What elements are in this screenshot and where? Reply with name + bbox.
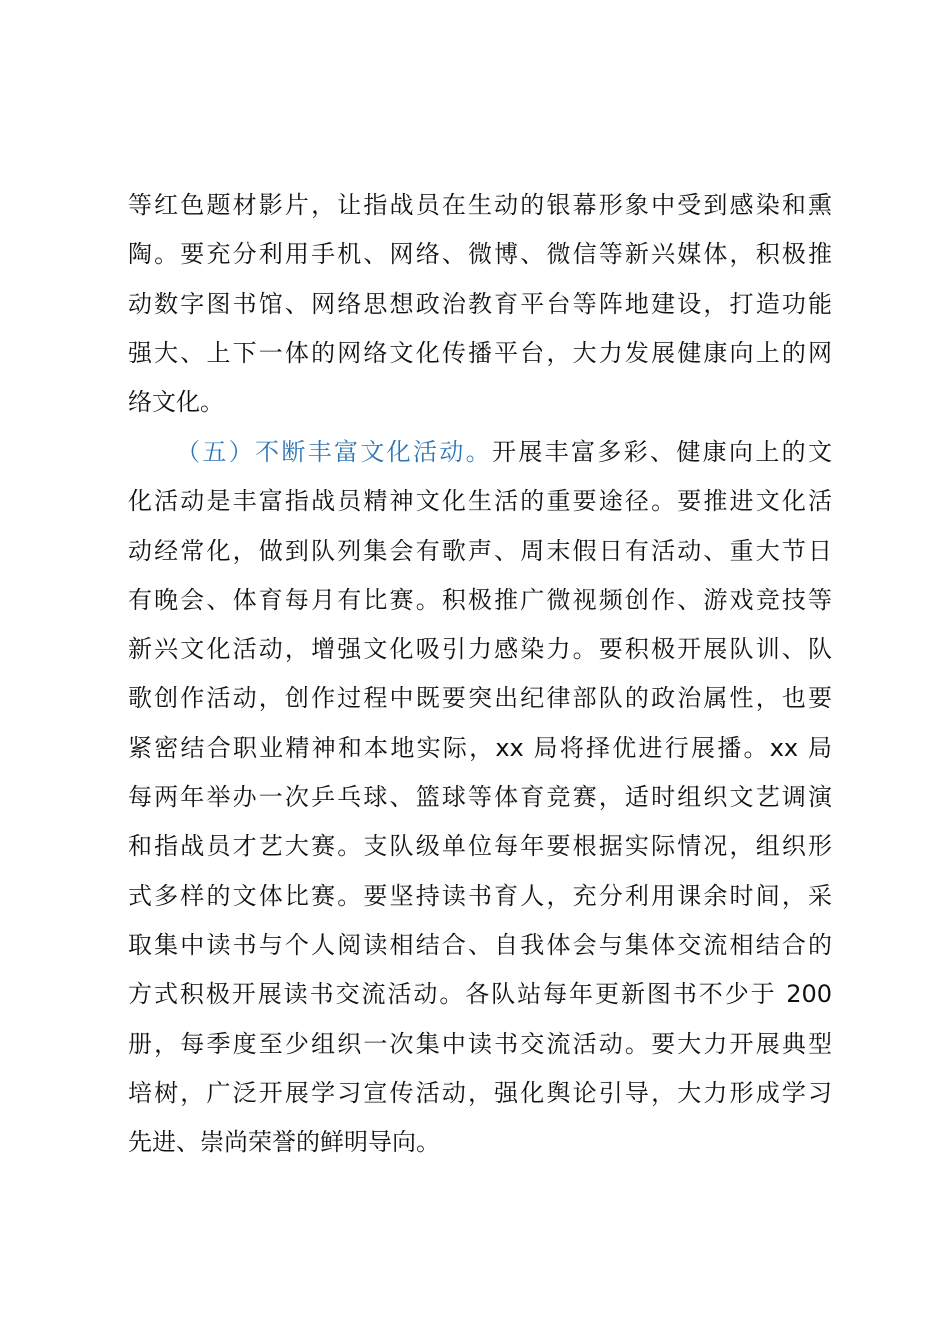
paragraph-line: 先进、崇尚荣誉的鲜明导向。 <box>128 1128 440 1157</box>
paragraph-line: 册，每季度至少组织一次集中读书交流活动。要大力开展典型 <box>128 1029 832 1058</box>
paragraph-line: 络文化。 <box>128 388 224 417</box>
paragraph-line: 歌创作活动，创作过程中既要突出纪律部队的政治属性，也要 <box>128 684 832 713</box>
paragraph-line: 等红色题材影片，让指战员在生动的银幕形象中受到感染和熏 <box>128 191 832 219</box>
paragraph-red-films <box>128 181 832 427</box>
paragraph-first-line <box>128 428 832 477</box>
first-line-text: 开展丰富多彩、健康向上的文 <box>492 438 832 466</box>
paragraph-line: 方式积极开展读书交流活动。各队站每年更新图书不少于 200 <box>128 980 832 1009</box>
paragraph-line: 新兴文化活动，增强文化吸引力感染力。要积极开展队训、队 <box>128 635 832 664</box>
section-heading: （五）不断丰富文化活动。 <box>176 438 492 466</box>
paragraph-line: 陶。要充分利用手机、网络、微博、微信等新兴媒体，积极推 <box>128 240 832 269</box>
paragraph-line: 化活动是丰富指战员精神文化生活的重要途径。要推进文化活 <box>128 487 832 516</box>
paragraph-line: 强大、上下一体的网络文化传播平台，大力发展健康向上的网 <box>128 338 832 367</box>
paragraph-line: 培树，广泛开展学习宣传活动，强化舆论引导，大力形成学习 <box>128 1078 832 1107</box>
paragraph-line: 动经常化，做到队列集会有歌声、周末假日有活动、重大节日 <box>128 536 832 565</box>
paragraph-line: 有晚会、体育每月有比赛。积极推广微视频创作、游戏竞技等 <box>128 585 832 614</box>
paragraph-cultural-activities <box>128 428 832 1167</box>
paragraph-line: 式多样的文体比赛。要坚持读书育人，充分利用课余时间，采 <box>128 881 832 910</box>
paragraph-line: 每两年举办一次乒乓球、篮球等体育竞赛，适时组织文艺调演 <box>128 783 832 812</box>
paragraph-line: 紧密结合职业精神和本地实际，xx 局将择优进行展播。xx 局 <box>128 733 832 762</box>
paragraph-line: 动数字图书馆、网络思想政治教育平台等阵地建设，打造功能 <box>128 289 832 318</box>
paragraph-line: 取集中读书与个人阅读相结合、自我体会与集体交流相结合的 <box>128 930 832 959</box>
paragraph-line: 和指战员才艺大赛。支队级单位每年要根据实际情况，组织形 <box>128 832 832 861</box>
